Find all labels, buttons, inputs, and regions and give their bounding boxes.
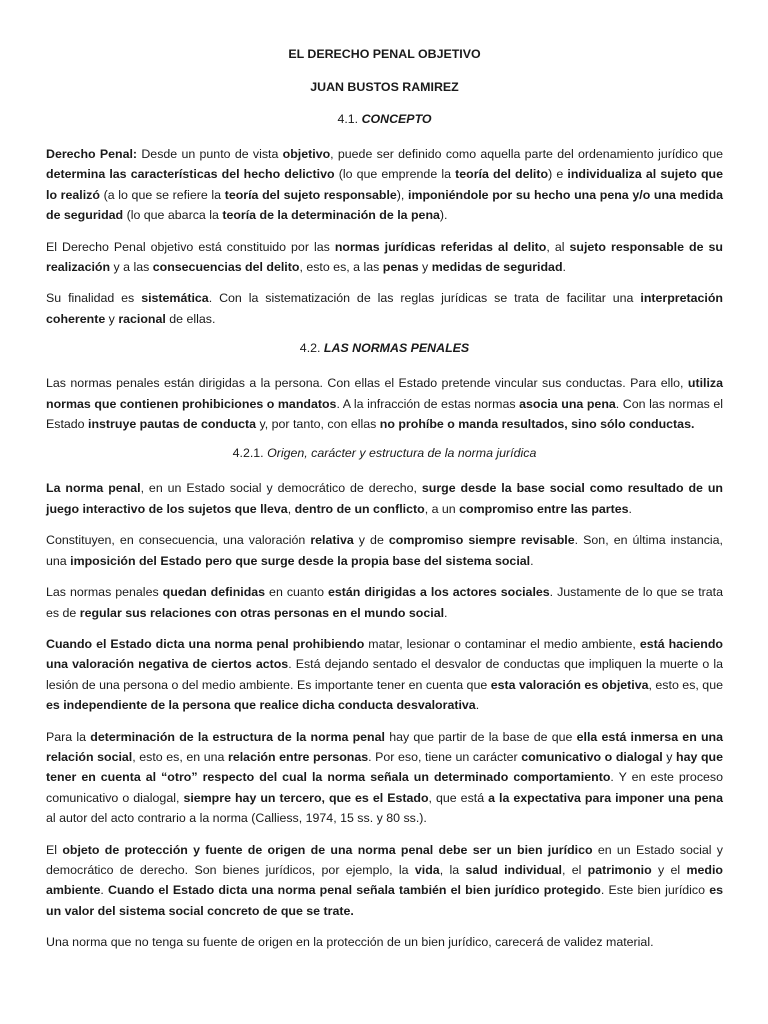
section-heading-4-2: [46, 340, 723, 356]
text-run: , esto es, a las: [299, 260, 383, 275]
subsection-heading-4-2-1: [46, 445, 723, 461]
text-run: ) e: [548, 167, 568, 182]
text-run: .: [628, 501, 632, 516]
bold-text-run: relativa: [310, 533, 354, 548]
text-run: Para la: [46, 729, 91, 744]
text-run: matar, lesionar o contaminar el medio ambiente,: [364, 636, 640, 651]
bold-text-run: consecuencias del delito: [152, 260, 300, 275]
text-run: (lo que emprende la: [334, 167, 456, 182]
text-run: , puede ser definido como aquella parte del ordenamiento jurídico que: [330, 147, 723, 161]
bold-text-run: es un valor del sistema social concreto de que se trate.: [46, 883, 723, 918]
bold-text-run: salud individual: [465, 862, 562, 877]
text-run: y a las: [110, 260, 153, 275]
paragraph: [46, 478, 723, 519]
bold-text-run: Cuando el Estado dicta una norma penal señala también el bien jurídico protegido: [108, 883, 601, 898]
bold-text-run: hay que tener en cuenta al “otro” respecto del cual la norma señala un determinado comportamiento: [46, 749, 723, 785]
text-run: (lo que abarca la: [123, 208, 223, 223]
text-run: en cuanto: [265, 585, 328, 600]
text-run: . Este bien jurídico: [600, 883, 710, 898]
bold-text-run: compromiso entre las partes: [459, 501, 629, 516]
bold-text-run: medidas de seguridad: [431, 260, 563, 275]
section-number: 4.2.: [299, 341, 324, 356]
bold-text-run: teoría de la determinación de la pena: [222, 208, 440, 223]
text-run: . Con la sistematización de las reglas jurídicas se trata de facilitar una: [208, 291, 641, 306]
text-run: .: [562, 260, 566, 275]
text-run: ,: [287, 501, 295, 516]
section-heading-4-1: [46, 111, 723, 127]
bold-text-run: instruye pautas de conducta: [88, 417, 257, 432]
paragraph: [46, 237, 723, 278]
bold-text-run: individualiza al sujeto que lo realizó: [46, 167, 723, 202]
bold-text-run: a la expectativa para imponer una pena: [488, 790, 723, 805]
subsection-label: Origen, carácter y estructura de la norma jurídica: [267, 446, 537, 461]
document-title: EL DERECHO PENAL OBJETIVO: [288, 47, 481, 61]
text-run: .: [100, 883, 109, 898]
bold-text-run: objetivo: [282, 147, 331, 161]
bold-text-run: ella está inmersa en una relación social: [46, 729, 724, 764]
bold-text-run: surge desde la base social como resultado de un juego interactivo de los sujetos que lleva: [46, 481, 723, 516]
bold-text-run: Derecho Penal:: [46, 147, 138, 161]
bold-text-run: interpretación coherente: [46, 291, 723, 326]
text-run: y el: [651, 862, 687, 877]
text-run: . Son, en última instancia, una: [46, 533, 723, 568]
text-run: , esto es, que: [648, 677, 723, 692]
bold-text-run: sujeto responsable de su realización: [46, 239, 723, 275]
section-label: CONCEPTO: [361, 112, 432, 126]
bold-text-run: determinación de la estructura de la norma penal: [90, 729, 385, 744]
bold-text-run: vida: [414, 862, 440, 877]
bold-text-run: La norma penal: [46, 481, 141, 496]
bold-text-run: teoría del sujeto responsable: [224, 187, 397, 202]
bold-text-run: no prohíbe o manda resultados, sino sólo conductas.: [379, 417, 695, 432]
bold-text-run: imposición del Estado pero que surge desde la propia base del sistema social: [70, 553, 531, 568]
text-run: , que está: [428, 790, 489, 805]
bold-text-run: teoría del delito: [455, 167, 549, 182]
text-run: . Y en este proceso comunicativo o dialogal,: [46, 770, 723, 805]
text-run: . A la infracción de estas normas: [336, 396, 520, 411]
text-run: en un Estado social y democrático de derecho. Son bienes jurídicos, por ejemplo, la: [46, 842, 723, 877]
text-run: El: [46, 842, 63, 857]
text-run: al autor del acto contrario a la norma (Calliess, 1974, 15 ss. y 80 ss.).: [46, 811, 427, 826]
text-run: Las normas penales están dirigidas a la persona. Con ellas el Estado pretende vincular sus conductas. Para ello,: [46, 376, 688, 391]
bold-text-run: quedan definidas: [162, 585, 266, 600]
text-run: . Está dejando sentado el desvalor de conductas que impliquen la muerte o la lesión de una persona o del medio ambiente. Es importante tener en cuenta que: [46, 657, 723, 692]
text-run: Las normas penales: [46, 585, 163, 600]
bold-text-run: es independiente de la persona que realice dicha conducta desvalorativa: [46, 698, 476, 713]
text-run: , a un: [424, 501, 460, 516]
text-run: de ellas.: [165, 311, 216, 326]
bold-text-run: dentro de un conflicto: [294, 501, 425, 516]
bold-text-run: comunicativo o dialogal: [521, 749, 663, 764]
paragraph: [46, 727, 723, 829]
paragraph: [46, 582, 723, 623]
text-run: . Con las normas el Estado: [46, 396, 724, 432]
text-run: Su finalidad es: [46, 291, 142, 306]
text-run: y: [662, 749, 677, 764]
bold-text-run: racional: [118, 311, 166, 326]
bold-text-run: penas: [382, 260, 419, 275]
text-run: hay que partir de la base de que: [384, 729, 577, 744]
bold-text-run: compromiso siempre revisable: [388, 533, 575, 548]
text-run: . Por eso, tiene un carácter: [368, 749, 522, 764]
bold-text-run: Cuando el Estado dicta una norma penal prohibiendo: [46, 636, 365, 651]
bold-text-run: utiliza normas que contienen prohibiciones o mandatos: [46, 376, 723, 411]
bold-text-run: están dirigidas a los actores sociales: [328, 585, 550, 600]
text-run: ),: [396, 187, 409, 202]
paragraph: [46, 634, 723, 716]
text-run: , la: [439, 862, 466, 877]
text-run: Una norma que no tenga su fuente de origen en la protección de un bien jurídico, carecerá de validez material.: [46, 935, 654, 950]
paragraph: [46, 840, 723, 922]
text-run: y: [105, 311, 119, 326]
text-run: .: [530, 553, 534, 568]
subsection-number: 4.2.1.: [232, 446, 268, 461]
bold-text-run: esta valoración es objetiva: [490, 677, 649, 692]
paragraph: [46, 530, 723, 571]
bold-text-run: regular sus relaciones con otras personas en el mundo social: [79, 605, 445, 620]
bold-text-run: siempre hay un tercero, que es el Estado: [183, 790, 429, 805]
text-run: Constituyen, en consecuencia, una valoración: [46, 533, 311, 548]
text-run: y, por tanto, con ellas: [256, 417, 380, 432]
text-run: , en un Estado social y democrático de derecho,: [140, 481, 422, 496]
text-run: Desde un punto de vista: [137, 147, 283, 161]
bold-text-run: está haciendo una valoración negativa de ciertos actos: [46, 636, 723, 672]
paragraph: [46, 144, 723, 226]
text-run: y de: [353, 533, 389, 548]
bold-text-run: normas jurídicas referidas al delito: [334, 239, 547, 254]
paragraph: [46, 373, 723, 434]
bold-text-run: determina las características del hecho delictivo: [46, 167, 335, 182]
text-run: , el: [561, 862, 588, 877]
bold-text-run: sistemática: [141, 291, 209, 306]
text-run: y: [418, 260, 432, 275]
text-run: , esto es, en una: [132, 749, 229, 764]
paragraph: [46, 932, 723, 952]
text-run: ).: [439, 208, 448, 223]
bold-text-run: relación entre personas: [228, 749, 369, 764]
bold-text-run: objeto de protección y fuente de origen de una norma penal debe ser un bien jurídico: [62, 842, 593, 857]
text-run: (a lo que se refiere la: [99, 187, 225, 202]
section-number: 4.1.: [337, 112, 362, 126]
bold-text-run: imponiéndole por su hecho una pena y/o una medida de seguridad: [46, 187, 723, 223]
text-run: .: [475, 698, 480, 713]
section-label: LAS NORMAS PENALES: [323, 341, 470, 356]
bold-text-run: patrimonio: [587, 862, 652, 877]
document-author: JUAN BUSTOS RAMIREZ: [310, 80, 459, 94]
text-run: .: [444, 605, 448, 620]
text-run: El Derecho Penal objetivo está constituido por las: [46, 239, 335, 254]
bold-text-run: medio ambiente: [46, 862, 723, 898]
paragraph: [46, 288, 723, 329]
bold-text-run: asocia una pena: [519, 396, 616, 411]
text-run: . Justamente de lo que se trata es de: [46, 585, 724, 620]
text-run: , al: [546, 239, 570, 254]
